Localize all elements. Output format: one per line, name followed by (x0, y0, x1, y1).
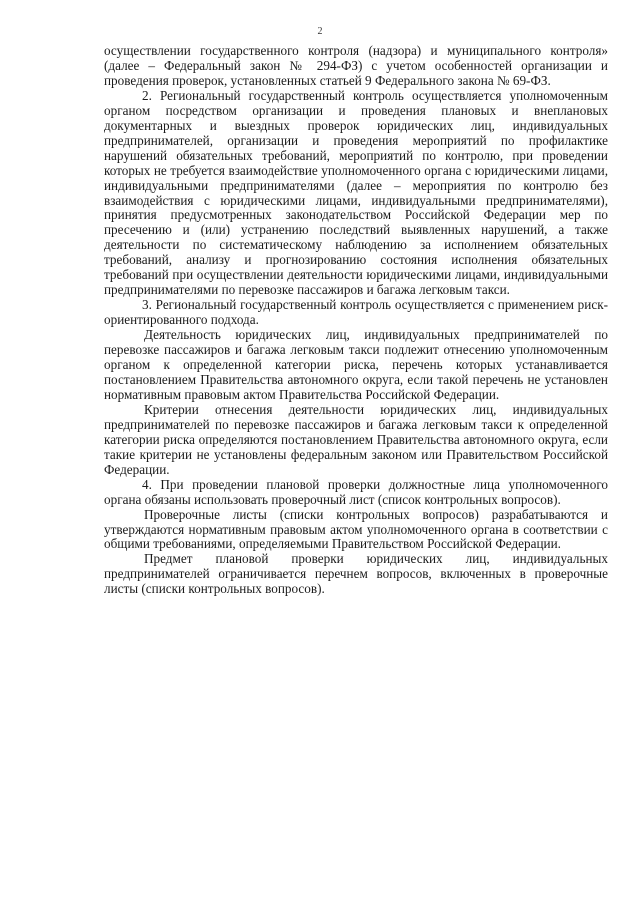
paragraph-item-4: 4. При проведении плановой проверки должностные лица уполномоченного органа обязаны использовать проверочный лист (список контрольных вопросов). (104, 476, 608, 507)
paragraph-risk-category: Деятельность юридических лиц, индивидуальных предпринимателей по перевозке пассажиров и багажа легковым такси подлежит отнесению уполномоченным органом к определенной категории риска, перечень которых устанавливается постановлением Правительства автономного округа, если такой перечень не установлен нормативным правовым актом Правительства Российской Федерации. (104, 327, 608, 402)
paragraph-item-3: 3. Региональный государственный контроль осуществляется с применением риск-ориентированного подхода. (104, 297, 608, 328)
paragraph-item-2: 2. Региональный государственный контроль осуществляется уполномоченным органом посредством организации и проведения плановых и внеплановых документарных и выездных проверок юридических лиц, индивидуальных предпринимателей, организации и проведения мероприятий по профилактике нарушений обязательных требований, мероприятий по контролю, при проведении которых не требуется взаимодействие уполномоченного органа с юридическими лицами, индивидуальными предпринимателями (далее – мероприятия по контролю без взаимодействия с юридическими лицами, индивидуальными предпринимателями), принятия предусмотренных законодательством Российской Федерации мер по пресечению и (или) устранению последствий выявленных нарушений, а также деятельности по систематическому наблюдению за исполнением обязательных требований, анализу и прогнозированию состояния исполнения обязательных требований при осуществлении деятельности юридическими лицами, индивидуальными предпринимателями по перевозке пассажиров и багажа легковым такси. (104, 87, 608, 298)
paragraph-inspection-subject: Предмет плановой проверки юридических лиц, индивидуальных предпринимателей ограничивается перечнем вопросов, включенных в проверочные листы (списки контрольных вопросов). (104, 551, 608, 597)
page-number: 2 (317, 26, 323, 37)
paragraph-risk-criteria: Критерии отнесения деятельности юридических лиц, индивидуальных предпринимателей по перевозке пассажиров и багажа легковым такси к определенной категории риска определяются постановлением Правительства автономного округа, если такие критерии не установлены федеральным законом или Правительством Российской Федерации. (104, 401, 608, 477)
paragraph-checklists: Проверочные листы (списки контрольных вопросов) разрабатываются и утверждаются нормативным правовым актом уполномоченного органа в соответствии с общими требованиями, определяемыми Правительством Российской Федерации. (104, 506, 608, 552)
paragraph-continuation: осуществлении государственного контроля (надзора) и муниципального контроля» (далее – Федеральный закон № 294-ФЗ) с учетом особенностей организации и проведения проверок, установленных статьей 9 Федерального закона № 69-ФЗ. (104, 43, 608, 88)
document-body (104, 44, 608, 597)
